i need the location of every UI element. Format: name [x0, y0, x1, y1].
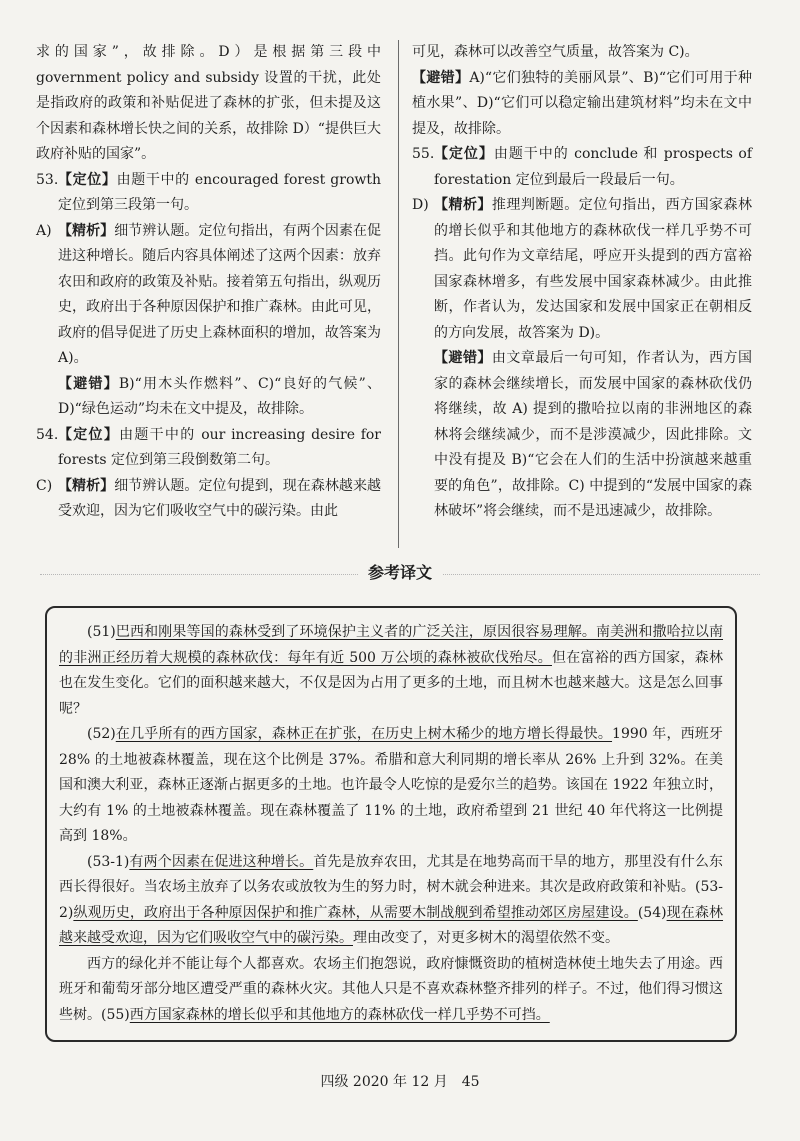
- answer-letter: C): [36, 477, 53, 494]
- underlined-sentence: 纵观历史，政府出于各种原因保护和推广森林，从需要木制战舰到希望推动郊区房屋建设。: [73, 904, 638, 921]
- underlined-sentence: 在几乎所有的西方国家，森林正在扩张，在历史上树木稀少的地方增长得最快。: [115, 726, 613, 742]
- sentence: 理由改变了，对更多树木的渴望依然不变。: [353, 930, 619, 946]
- sentence: 但在富裕的西方国家，森林也在发生变化。它们的面积越来越大，不仅是因为占用了更多的土地，而且树木也越来越大。这是怎么回事呢？: [59, 649, 724, 717]
- sentence: 西方的绿化并不能让每个人都喜欢。农场主们抱怨说，政府慷慨资助的植树造林使土地失去了用途。西班牙和葡萄牙部分地区遭受严重的森林火灾。其他人只是不喜欢森林整齐排列的样子。不过，他们得习惯这些树。: [59, 955, 723, 1023]
- analysis-text: 细节辨认题。定位句指出，有两个因素在促进这种增长。随后内容具体阐述了这两个因素：放弃农田和政府的政策及补贴。接着第五句指出，纵观历史，政府出于各种原因保护和推广森林。由此可见，政府的倡导促进了历史上森林面积的增加，故答案为 A)。: [58, 222, 382, 366]
- sentence-label: (53-1): [87, 853, 130, 870]
- analysis-text: 推理判断题。定位句指出，西方国家森林的增长似乎和其他地方的森林砍伐一样几乎势不可挡。此句作为文章结尾，呼应开头提到的西方富裕国家森林增多，有些发展中国家森林减少。由此推断，作者认为，发达国家和发展中国家正在朝相反的方向发展，故答案为 D)。: [434, 197, 753, 341]
- sentence-label: (54): [637, 904, 667, 921]
- sentence-label: (52): [87, 726, 116, 742]
- paragraph-continued: 可见，森林可以改善空气质量，故答案为 C)。: [412, 44, 699, 60]
- analysis-text: 细节辨认题。定位句提到，现在森林越来越受欢迎，因为它们吸收空气中的碳污染。由此: [58, 477, 382, 519]
- avoid-tag: 【避错】: [412, 69, 470, 86]
- translation-paragraph-2: [59, 722, 723, 850]
- paragraph-continued: 求的国家”，故排除。D）是根据第三段中 government policy and subsidy 设置的干扰，此处是指政府的政策和补贴促进了森林的扩张，但未提及这个因素和森林增长快之间的关系，故排除 D）“提供巨大政府补贴的国家”。: [36, 44, 381, 162]
- question-53-locate: [36, 168, 381, 219]
- locate-tag: 【定位】: [58, 171, 117, 188]
- locate-text: 由题干中的 our increasing desire for forests 定位到第三段倒数第二句。: [58, 426, 382, 468]
- right-column: [412, 40, 752, 525]
- question-54-avoid: [412, 66, 752, 143]
- translation-box: [45, 606, 737, 1042]
- question-53-analysis: [36, 219, 381, 423]
- question-55-analysis: [412, 193, 752, 525]
- question-number: 55.: [412, 146, 435, 162]
- locate-tag: 【定位】: [434, 146, 494, 162]
- left-column: [36, 40, 381, 525]
- locate-text: 由题干中的 encouraged forest growth 定位到第三段第一句。: [58, 171, 382, 213]
- translation-paragraph-1: [59, 620, 723, 722]
- question-number: 53.: [36, 171, 59, 188]
- analysis-tag: 【精析】: [58, 222, 115, 239]
- avoid-tag: 【避错】: [58, 375, 119, 392]
- underlined-sentence: 现在森林越来越受欢迎，因为它们吸收空气中的碳污染。: [59, 904, 724, 946]
- question-54-analysis: [36, 474, 381, 525]
- locate-text: 由题干中的 conclude 和 prospects of forestation 定位到最后一段最后一句。: [434, 146, 752, 188]
- locate-tag: 【定位】: [58, 426, 120, 443]
- translation-paragraph-3: [59, 850, 723, 952]
- sentence-label: (51): [87, 624, 116, 640]
- column-divider: [398, 40, 399, 548]
- section-title: 参考译文: [358, 563, 442, 582]
- underlined-sentence: 西方国家森林的增长似乎和其他地方的森林砍伐一样几乎势不可挡。: [129, 1006, 550, 1023]
- avoid-tag: 【避错】: [434, 350, 492, 366]
- avoid-text: B)“用木头作燃料”、C)“良好的气候”、D)“绿色运动”均未在文中提及，故排除。: [58, 375, 381, 417]
- underlined-sentence: 南美洲和撒哈拉以南的非洲正经历着大规模的森林砍伐：每年有近 500 万公顷的森林被砍伐殆尽。: [59, 624, 724, 666]
- section-heading: [0, 560, 800, 588]
- avoid-text: A)“它们独特的美丽风景”、B)“它们可用于种植水果”、D)“它们可以稳定输出建筑材料”均未在文中提及，故排除。: [412, 69, 752, 137]
- avoid-text: 由文章最后一句可知，作者认为，西方国家的森林会继续增长，而发展中国家的森林砍伐仍将继续，故 A) 提到的撒哈拉以南的非洲地区的森林将会继续减少，而不是涉漠减少，因此排除。文中没有提及 B)“它会在人们的生活中扮演越来越重要的角色”，故排除。C) 中提到的“发展中国家的森林破坏”将会继续，而不是迅速减少，故排除。: [434, 350, 753, 519]
- question-54-locate: [36, 423, 381, 474]
- sentence-label: (55): [101, 1006, 130, 1023]
- analysis-tag: 【精析】: [434, 197, 492, 213]
- question-number: 54.: [36, 426, 59, 443]
- page-footer: 四级 2020 年 12 月 45: [320, 1074, 480, 1090]
- answer-letter: A): [36, 222, 52, 239]
- question-55-locate: [412, 142, 752, 193]
- underlined-sentence: 巴西和刚果等国的森林受到了环境保护主义者的广泛关注，原因很容易理解。: [115, 624, 597, 640]
- analysis-tag: 【精析】: [58, 477, 115, 494]
- sentence: 1990 年，西班牙 28% 的土地被森林覆盖，现在这个比例是 37%。希腊和意大利同期的增长率从 26% 上升到 32%。在美国和澳大利亚，森林正逐渐占据更多的土地。也许最令人吃惊的是爱尔兰的趋势。该国在 1922 年独立时，大约有 1% 的土地被森林覆盖。现在森林覆盖了 11% 的土地，政府希望到 21 世纪 40 年代将这一比例提高到 18%。: [59, 726, 723, 844]
- sentence-label: (53-2): [59, 879, 723, 921]
- translation-paragraph-4: [59, 952, 723, 1029]
- underlined-sentence: 有两个因素在促进这种增长。: [129, 853, 314, 870]
- answer-letter: D): [412, 197, 429, 213]
- sentence: 首先是放弃农田，尤其是在地势高而干旱的地方，那里没有什么东西长得很好。当农场主放弃了以务农或放牧为生的努力时，树木就会种进来。其次是政府政策和补贴。: [59, 853, 724, 895]
